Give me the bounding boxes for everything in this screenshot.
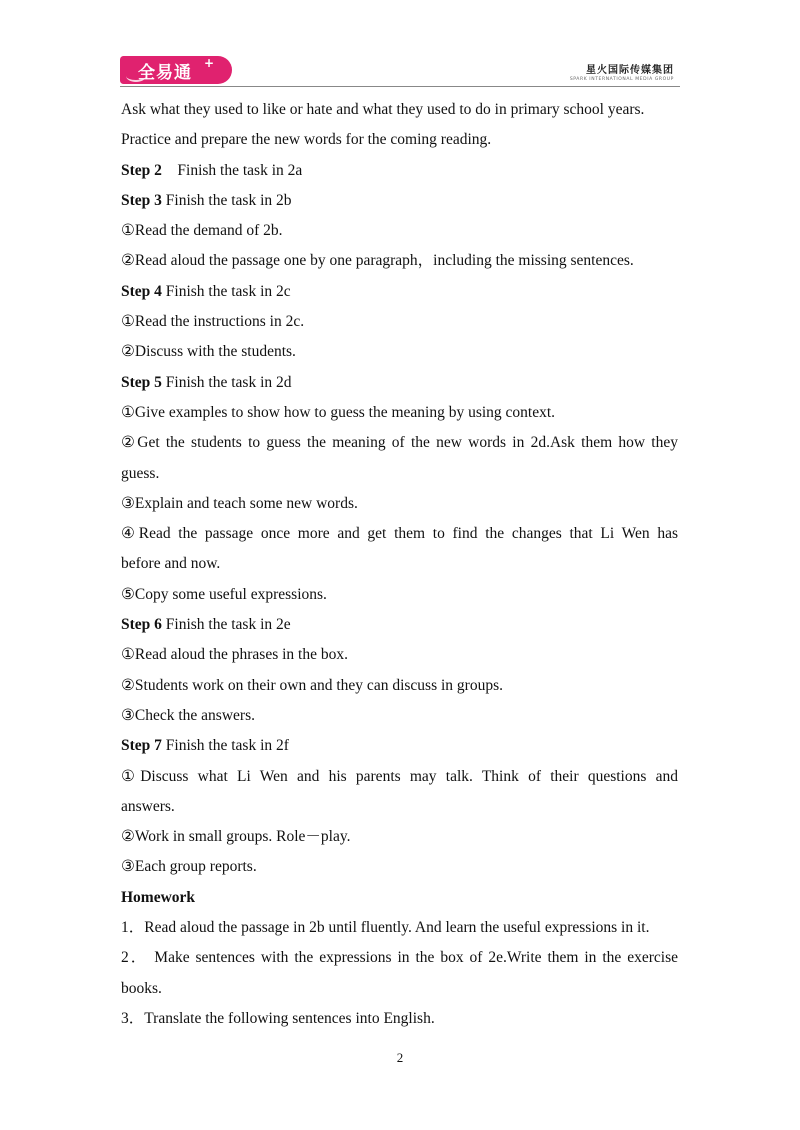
- list-item: ②Discuss with the students.: [121, 343, 296, 361]
- step-text: Finish the task in 2e: [165, 616, 291, 634]
- homework-item-continued: books.: [121, 979, 162, 997]
- homework-item: 2． Make sentences with the expressions in the box of 2e.Write them in the exercise: [121, 949, 678, 967]
- step-text: Finish the task in 2b: [165, 191, 292, 209]
- homework-item: 3．Translate the following sentences into English.: [121, 1009, 435, 1027]
- logo-plus: +: [204, 56, 215, 70]
- list-item: ③Each group reports.: [121, 858, 257, 876]
- list-item: ③Check the answers.: [121, 706, 255, 724]
- list-item-continued: guess.: [121, 464, 160, 482]
- paragraph: Ask what they used to like or hate and what they used to do in primary school years.: [121, 101, 645, 118]
- step-label: Step 3: [121, 191, 162, 209]
- step-heading: [121, 277, 678, 307]
- brand-logo: [120, 56, 232, 84]
- list-item: ①Read the instructions in 2c.: [121, 313, 305, 331]
- homework-item: 1．Read aloud the passage in 2b until fluently. And learn the useful expressions in it.: [121, 919, 650, 937]
- header-divider: [120, 86, 680, 87]
- step-heading: [121, 610, 678, 640]
- step-heading: [121, 368, 678, 398]
- step-heading: [121, 731, 678, 761]
- list-item: ④Read the passage once more and get them to find the changes that Li Wen has: [121, 525, 678, 543]
- publisher-brand: [570, 61, 674, 82]
- list-item: ②Get the students to guess the meaning of the new words in 2d.Ask them how they: [121, 434, 678, 452]
- page-number: 2: [396, 1050, 404, 1065]
- list-item: ②Read aloud the passage one by one paragraph，including the missing sentences.: [121, 252, 634, 270]
- list-item: ①Read aloud the phrases in the box.: [121, 646, 348, 664]
- step-heading: [121, 156, 678, 186]
- publisher-name-en: SPARK INTERNATIONAL MEDIA GROUP: [569, 77, 674, 82]
- step-text: Finish the task in 2a: [177, 161, 303, 179]
- step-label: Step 5: [121, 373, 162, 391]
- list-item: ②Work in small groups. Role－play.: [121, 828, 351, 846]
- document-body: [121, 95, 678, 1034]
- list-item: ①Discuss what Li Wen and his parents may talk. Think of their questions and: [121, 767, 678, 785]
- step-label: Step 7: [121, 737, 162, 755]
- logo-text: 全易通: [138, 63, 192, 83]
- list-item: ②Students work on their own and they can discuss in groups.: [121, 676, 503, 694]
- homework-heading: Homework: [121, 888, 196, 906]
- list-item: ③Explain and teach some new words.: [121, 494, 358, 512]
- step-label: Step 2: [121, 161, 162, 179]
- list-item: ①Give examples to show how to guess the meaning by using context.: [121, 403, 556, 421]
- paragraph: Practice and prepare the new words for the coming reading.: [121, 131, 492, 149]
- step-text: Finish the task in 2c: [165, 282, 291, 300]
- publisher-name: 星火国际传媒集团: [586, 65, 674, 76]
- page-header: [120, 52, 680, 86]
- step-heading: [121, 186, 678, 216]
- list-item-continued: answers.: [121, 797, 175, 815]
- step-text: Finish the task in 2f: [165, 737, 289, 755]
- step-label: Step 4: [121, 282, 162, 300]
- list-item-continued: before and now.: [121, 555, 221, 573]
- step-label: Step 6: [121, 616, 162, 634]
- list-item: ⑤Copy some useful expressions.: [121, 585, 327, 603]
- list-item: ①Read the demand of 2b.: [121, 222, 283, 240]
- step-text: Finish the task in 2d: [165, 373, 292, 391]
